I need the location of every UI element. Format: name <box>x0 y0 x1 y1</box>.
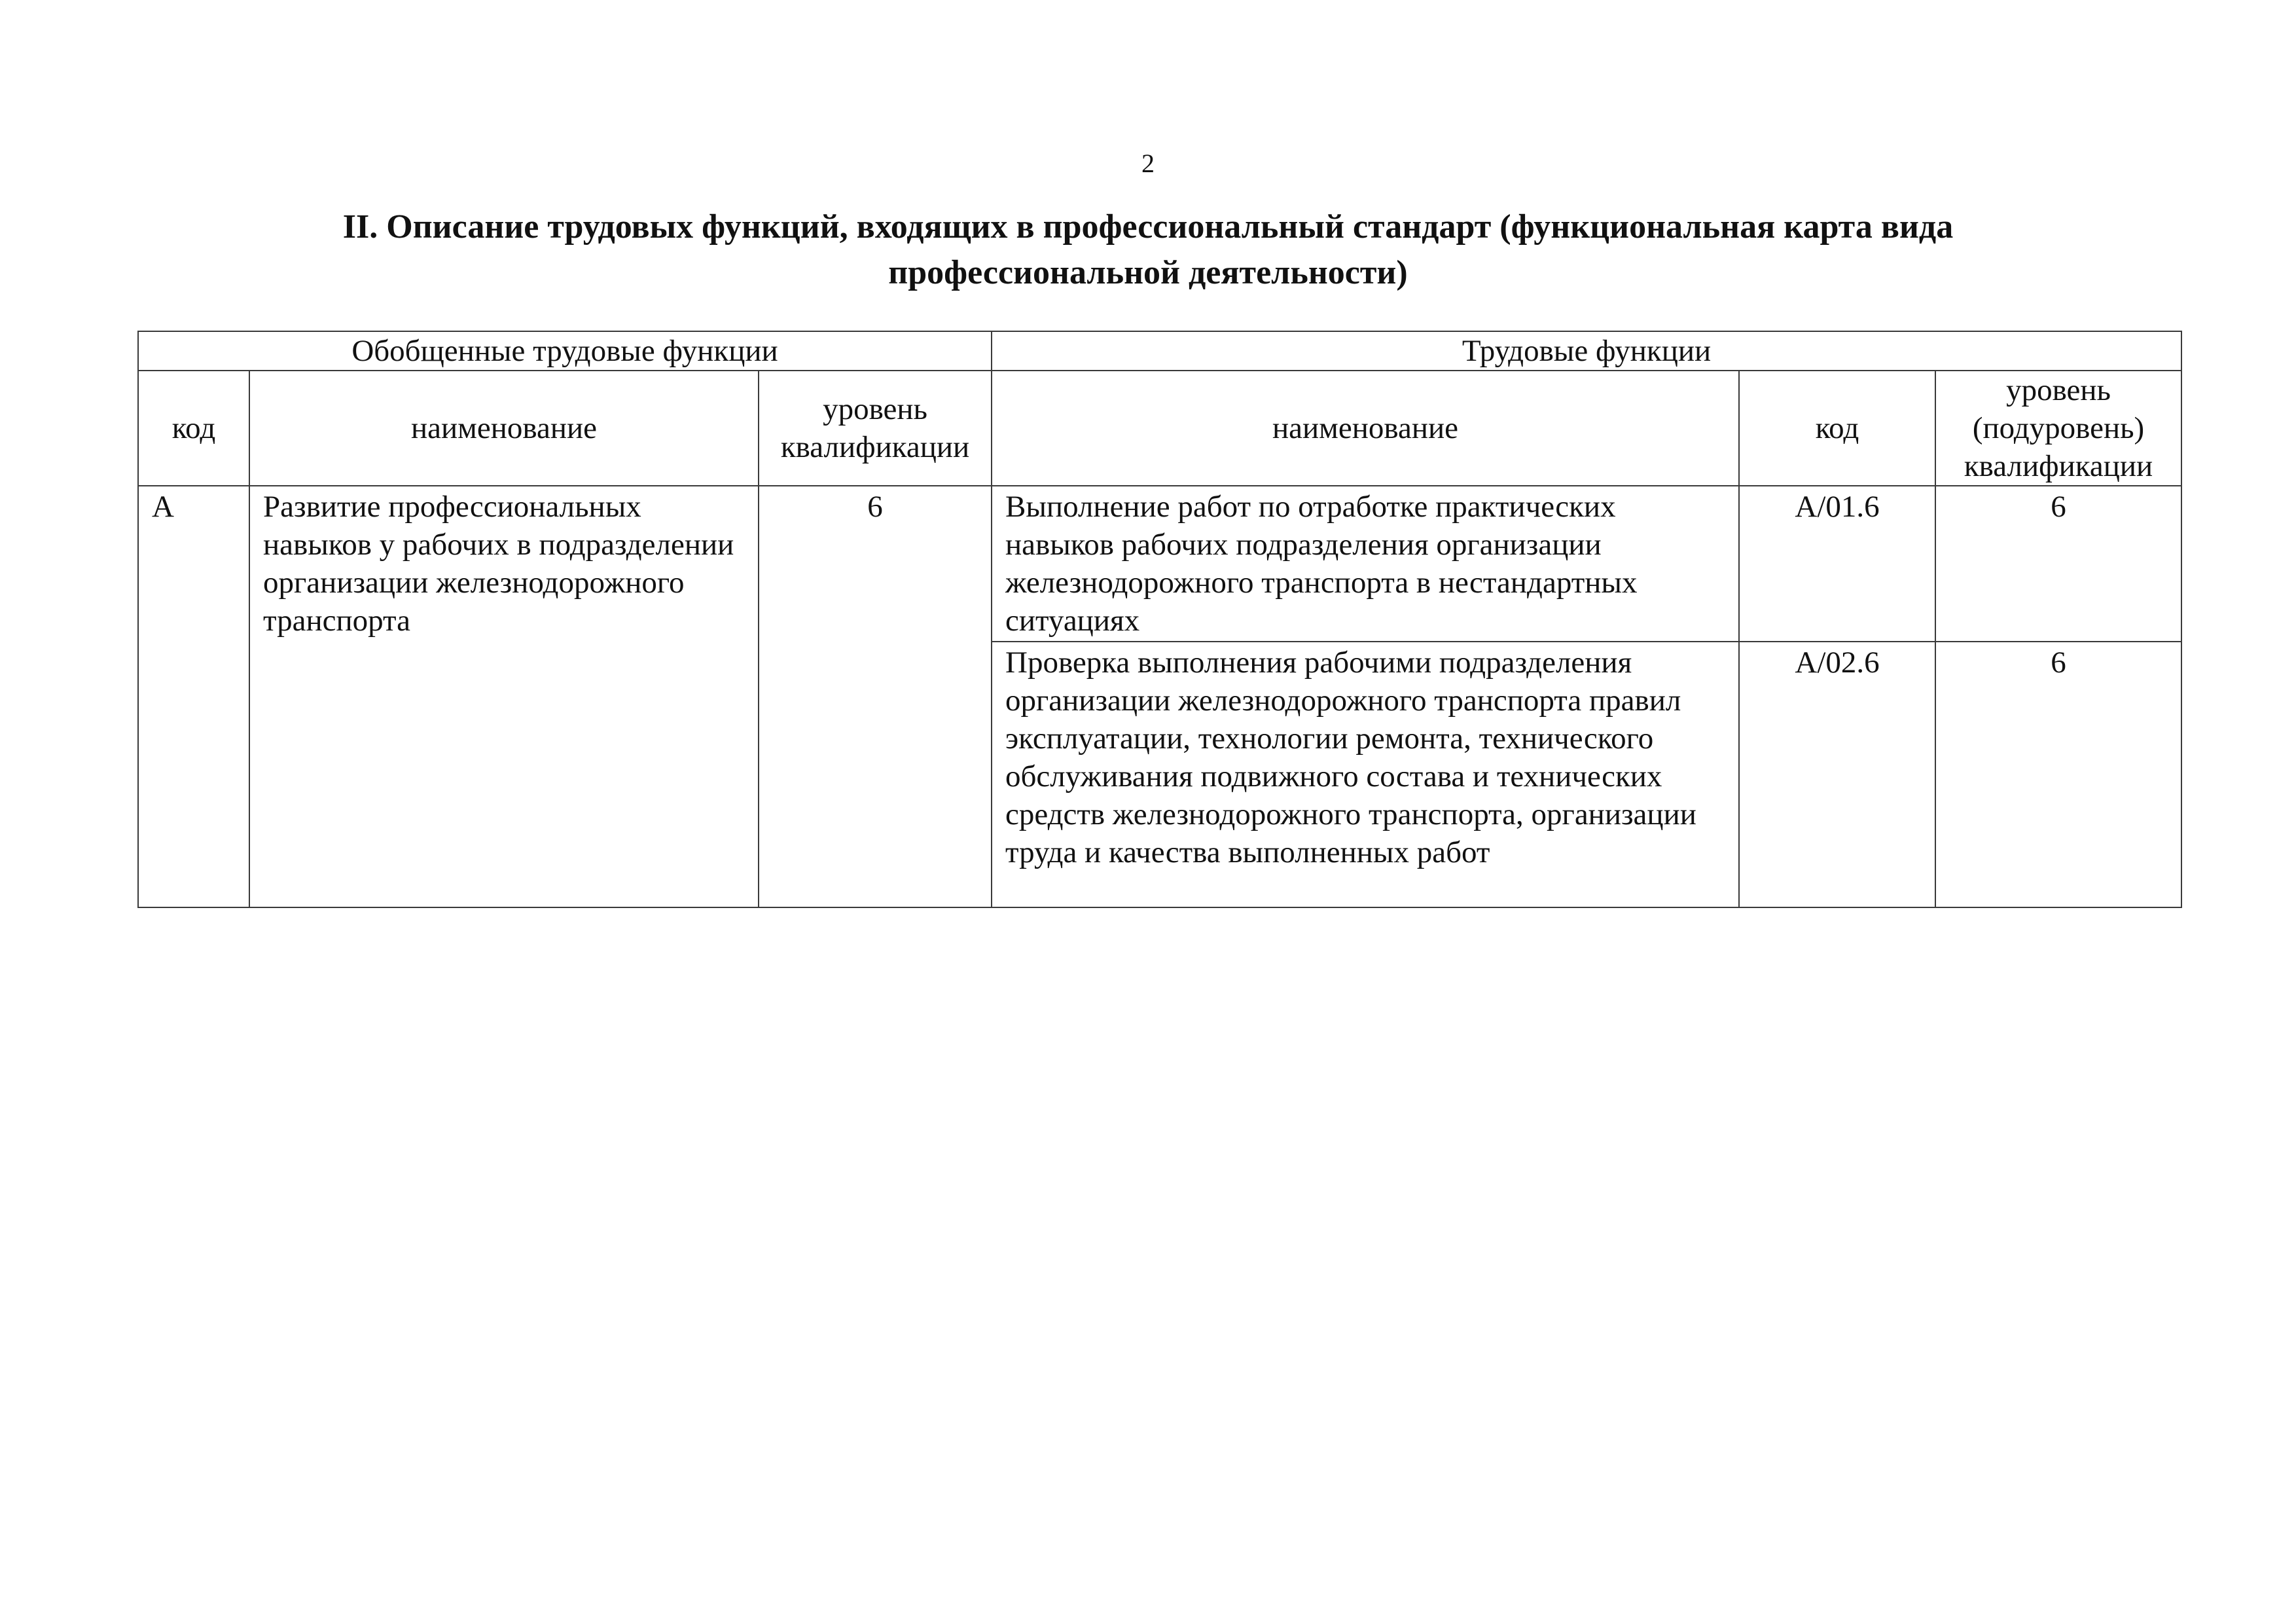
func-code-cell: A/01.6 <box>1739 486 1935 642</box>
section-title <box>196 204 2100 296</box>
gen-level-header: уровень квалификации <box>759 371 992 486</box>
generalized-functions-header: Обобщенные трудовые функции <box>138 331 992 371</box>
func-name-cell: Проверка выполнения рабочими подразделения организации железнодорожного транспорта правил эксплуатации, технологии ремонта, технического обслуживания подвижного состава и технических средств железнодорожного транспорта, организации труда и качества выполненных работ <box>992 642 1739 907</box>
group-header-row <box>138 331 2181 371</box>
functional-map-table-wrapper <box>137 331 2181 908</box>
func-level-header: уровень (подуровень) квалификации <box>1935 371 2181 486</box>
func-name-header: наименование <box>992 371 1739 486</box>
column-header-row <box>138 371 2181 486</box>
section-title-line-1: II. Описание трудовых функций, входящих в профессиональный стандарт (функциональная карта вида <box>342 208 1954 246</box>
gen-code-header: код <box>138 371 249 486</box>
table-row <box>138 486 2181 642</box>
gen-name-header: наименование <box>249 371 759 486</box>
gen-name-cell: Развитие профессиональных навыков у рабочих в подразделении организации железнодорожного транспорта <box>249 486 759 907</box>
labor-functions-header: Трудовые функции <box>992 331 2181 371</box>
gen-level-cell: 6 <box>759 486 992 907</box>
functional-map-table <box>137 331 2182 908</box>
func-name-cell: Выполнение работ по отработке практических навыков рабочих подразделения организации железнодорожного транспорта в нестандартных ситуациях <box>992 486 1739 642</box>
func-code-cell: A/02.6 <box>1739 642 1935 907</box>
gen-code-cell: А <box>138 486 249 907</box>
page-number: 2 <box>1141 149 1155 178</box>
func-level-cell: 6 <box>1935 642 2181 907</box>
func-level-cell: 6 <box>1935 486 2181 642</box>
func-code-header: код <box>1739 371 1935 486</box>
section-title-line-2: профессиональной деятельности) <box>888 254 1408 291</box>
